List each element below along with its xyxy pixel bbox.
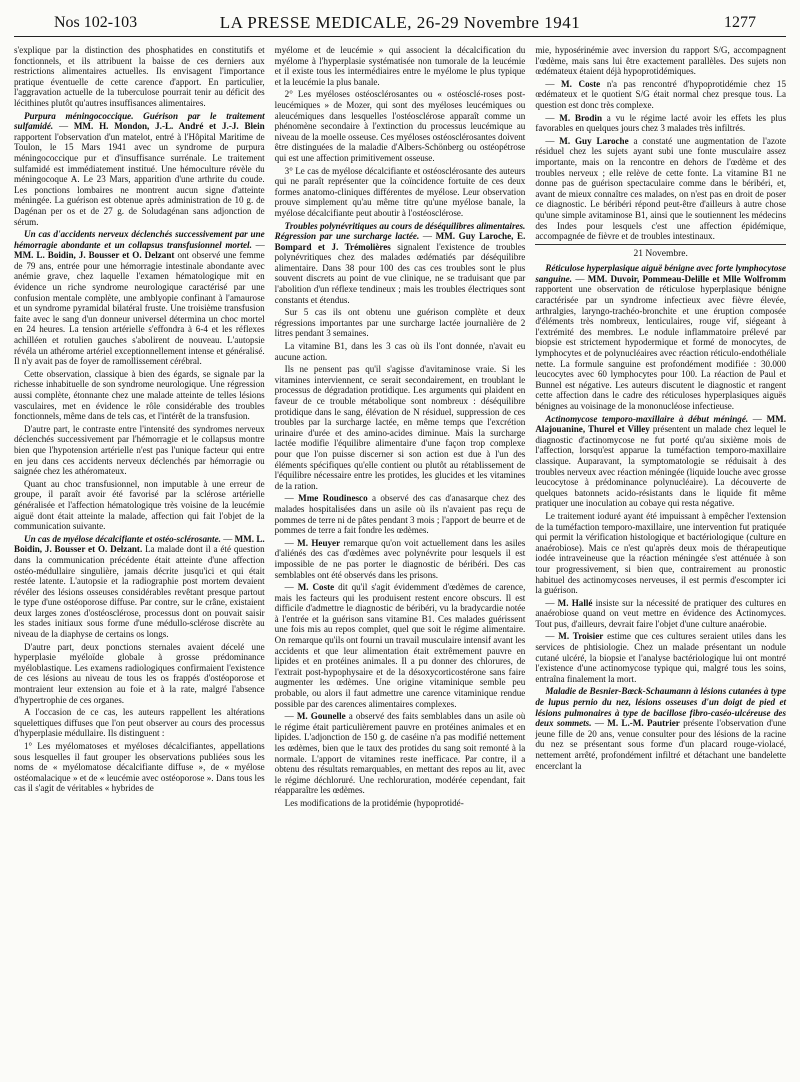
authors: MM. L. Boidin, J. Bousser et O. Delzant: [14, 250, 175, 261]
paragraph: mie, hyposérinémie avec inversion du rapport S/G, accompagnent l'œdème, mais sans lui être exactement parallèles. Des sujets non œdémateux étaient déjà hypoprotidémiques.: [535, 45, 787, 77]
section-accidents-nerveux: Un cas d'accidents nerveux déclenchés successivement par une hémorragie abondante et un collapsus transfusionnel mortel. — MM. L. Boidin, J. Bousser et O. Delzant ont observé une femme de 79 ans, entrée pour une hémorragie intestinale abondante avec anémie grave, chez laquelle l'examen hématologique mit en évidence un riche syndrome neurologique caractérisé par une confusion mentale complète, une amblyopie confinant à l'amaurose et un syndrome pyramidal bilatéral fruste. Une troisième transfusion faite avec le sang d'un donneur universel détermina un choc mortel en 24 heures. La tension artérielle s'effondra à 6-4 et les réflexes achilléen et rotulien gauches s'abolirent de nouveau. L'autopsie révéla un athérome artériel exceptionnellement intense et généralisé. Il n'y avait pas de foyer de ramollissement cérébral.: [14, 229, 265, 367]
section-text: présentent un malade chez lequel le diagnostic d'actinomycose ne fut porté qu'au sixième mois de l'affection, lorsqu'est apparue la tuméfaction temporo-maxillaire classique. Auparavant, la symptomatologie se réduisait à des troubles nerveux avec réaction méningée (liquide louche avec grosse leucocytose à prédominance polynucléaire). La découverte de quelques batonnets acido-résistants dans le liquide fit même pratiquer une inoculation au cobaye qui resta négative.: [535, 424, 787, 509]
authors: MM. Guy Laroche, E. Bompard et J. Trémolières: [274, 231, 526, 252]
paragraph: 2° Les myéloses ostéosclérosantes ou « ostéosclé-roses post-leucémiques » de Mozer, qui sont des myéloses leucémiques ou aleucémiques dans lesquelles l'ostéosclérose apparaît comme un phénomène secondaire à l'extinction du processus leucémique au niveau de la moelle osseuse. Ces myéloses ostéosclérosantes doivent être distinguées de la maladie d'Albers-Schönberg ou ostéopétrose qui est une affection primitivement osseuse.: [274, 89, 526, 163]
page-header: [14, 12, 786, 37]
section-heading: Purpura méningococcique. Guérison par le traitement sulfamidé.: [14, 110, 265, 132]
section-text: a observé des faits semblables dans un asile où le régime était particulièrement pauvre en protéines animales et en lipides. L'adjonction de 150 g. de caséine n'a pas modifié nettement les œdèmes, bien que le taux des protides du sang soit remonté à la normale. L'apport de vitamines reste inefficace. Par contre, il a obtenu des résultats remarquables, en mettant des repos au lit, avec le régime déchloruré. Une rechloruration, modérée cependant, fait réapparaître les œdèmes.: [274, 711, 526, 796]
discussion-halle: — M. Hallé insiste sur la nécessité de pratiquer des cultures en anaérobiose quand on veut mettre en évidence des Actinomyces. Tout pus, d'ailleurs, devrait faire l'objet d'une culture anaérobie.: [535, 597, 787, 629]
section-text: La malade dont il a été question dans la communication précédente était atteinte d'une affection ostéo-médullaire singulière, jamais décrite jusqu'ici et qui était restée latente. L'autopsie et la radiographie post mortem devaient révéler des lésions osseuses considérables revêtant presque partout le type d'une ostéoporose diffuse. Par contre, sur le crâne, existaient deux larges zones d'ostéosclérose, processus dont on pouvait saisir les stades initiaux sous forme d'une médullo-sclérose discrète au niveau de la diaphyse de certains os longs.: [14, 544, 265, 640]
paragraph: A l'occasion de ce cas, les auteurs rappellent les altérations squelettiques diffuses que l'on peut observer au cours des processus d'hyperplasie médullaire. Ils distinguent :: [14, 707, 265, 739]
section-myelose: Un cas de myélose décalcifiante et ostéo-sclérosante. — MM. L. Boidin, J. Bousser et O. Delzant. La malade dont il a été question dans la communication précédente était atteinte d'une affection ostéo-médullaire singulière, jamais décrite jusqu'ici et qui était restée latente. L'autopsie et la radiographie post mortem devaient révéler des lésions osseuses considérables revêtant presque partout le type d'une ostéoporose diffuse. Par contre, sur le crâne, existaient deux larges zones d'ostéosclérose, processus dont on pouvait saisir les stades initiaux sous forme d'une médullo-sclérose discrète au niveau de la diaphyse de certains os longs.: [14, 533, 265, 640]
authors: MM. L. Boidin, J. Bousser et O. Delzant.: [14, 533, 265, 555]
discussion-gounelle: — M. Gounelle a observé des faits semblables dans un asile où le régime était particulièrement pauvre en protéines animales et en lipides. L'adjonction de 150 g. de caséine n'a pas modifié nettement les œdèmes, bien que le taux des protides du sang soit remonté à la normale. L'apport de vitamines reste inefficace. Par contre, il a obtenu des résultats remarquables, en mettant des repos au lit, avec le régime déchloruré. Une rechloruration, modérée cependant, fait réapparaître les œdèmes.: [274, 711, 526, 796]
column-3: [535, 45, 786, 811]
section-text: ont observé une femme de 79 ans, entrée pour une hémorragie intestinale abondante avec anémie grave, chez laquelle l'examen hématologique mit en évidence un riche syndrome neurologique caractérisé par une confusion mentale complète, une amblyopie confinant à l'amaurose et un syndrome pyramidal bilatéral fruste. Une troisième transfusion faite avec le sang d'un donneur universel détermina un choc mortel en 24 heures. La tension artérielle s'effondra à 6-4 et les réflexes achilléen et rotulien gauches s'abolirent de nouveau. L'autopsie révéla un athérome artériel exceptionnellement intense et généralisé. Il n'y avait pas de foyer de ramollissement cérébral.: [14, 250, 265, 367]
issue-number: Nos 102-103: [54, 14, 138, 31]
paragraph: D'autre part, deux ponctions sternales avaient décelé une hyperplasie myéloïde globale à grosse prédominance myéloblastique. Les examens radiologiques confirmaient l'existence de ces lésions au niveau de tous les os frappés d'ostéoporose et montraient leur extension au foie et à la rate, malgré l'absence d'hypertrophie de ces organes.: [14, 641, 265, 705]
authors: M. Brodin: [559, 112, 602, 123]
section-text: insiste sur la nécessité de pratiquer des cultures en anaérobiose quand on veut mettre en évidence des Actinomyces. Tout pus, d'ailleurs, devrait faire l'objet d'une culture anaérobie.: [535, 597, 787, 629]
authors: M. Guy Laroche: [559, 135, 629, 146]
discussion-coste: — M. Coste dit qu'il s'agit évidemment d'œdèmes de carence, mais les facteurs qui les produisent restent encore obscurs. Il est difficile d'admettre le diagnostic de béribéri, vu la bradycardie notée à l'entrée et la guérison sans vitamine B1. Ces malades guérissent une fois mis au repos complet, quel que soit le régime alimentaire. On remarque qu'ils ont fourni un travail musculaire intensif avant les accidents et que leur alimentation était extrêmement pauvre en lipides et en protéines animales. Il a pu donner des chlorures, de l'extrait post-hypophysaire et de la désoxycorticostérone sans faire augmenter les œdèmes. Une origine vitaminique semble peu probable, ou alors il faut admettre une carence vitaminique rendue possible par des carences alimentaires complexes.: [274, 582, 526, 709]
section-text: dit qu'il s'agit évidemment d'œdèmes de carence, mais les facteurs qui les produisent restent encore obscurs. Il est difficile d'admettre le diagnostic de béribéri, vu la bradycardie notée à l'entrée et la guérison sans vitamine B1. Ces malades guérissent une fois mis au repos complet, quel que soit le régime alimentaire. On remarque qu'ils ont fourni un travail musculaire intensif avant les accidents et que leur alimentation était extrêmement pauvre en lipides et en protéines animales. Il a pu donner des chlorures, de l'extrait post-hypophysaire et de la désoxycorticostérone sans faire augmenter les œdèmes. Une origine vitaminique semble peu probable, ou alors il faut admettre une carence vitaminique rendue possible par des carences alimentaires complexes.: [274, 582, 526, 709]
text-columns: [14, 37, 786, 811]
discussion-heuyer: — M. Heuyer remarque qu'on voit actuellement dans les asiles d'aliénés des cas d'œdèmes avec polynévrite pour lesquels il est impossible de ne pas porter le diagnostic de béribéri. Des cas semblables ont été observés dans les prisons.: [274, 537, 526, 580]
section-heading: Un cas de myélose décalcifiante et ostéo-sclérosante.: [24, 533, 221, 544]
section-text: signalent l'existence de troubles polynévritiques chez des malades œdématiés par déséquilibre alimentaire. Dans 38 pour 100 des cas ces troubles sont le plus souvent discrets au point de vue clinique, ne se traduisant que par l'abolition d'un réflexe tendineux ; mais les troubles électriques sont constants et étendus.: [274, 241, 526, 305]
authors: M. Hallé: [557, 597, 593, 608]
authors: M. Gounelle: [296, 711, 346, 722]
authors: M. Coste: [297, 582, 335, 593]
discussion-coste: — M. Coste n'a pas rencontré d'hypoprotidémie chez 15 œdémateux et le quotient S/G était normal chez presque tous. La question est donc très complexe.: [535, 78, 787, 110]
paragraph: D'autre part, le contraste entre l'intensité des syndromes nerveux déclenchés successivement par l'hémorragie et le collapsus montre bien que l'hypotension artérielle n'est pas l'unique facteur qui entre en jeu dans ces accidents nerveux déclenchés par hémorragie ou saignée chez les athéromateux.: [14, 423, 265, 477]
section-heading: Actinomycose temporo-maxillaire à début méningé.: [545, 413, 749, 424]
discussion-roudinesco: — Mme Roudinesco a observé des cas d'anasarque chez des malades hospitalisées dans un asile où ils n'avaient pas reçu de pommes de terre ni de pâtes pendant 3 mois ; l'apport de beurre et de pommes de terre a fait fondre les œdèmes.: [274, 493, 526, 536]
paragraph: s'explique par la distinction des phosphatides en constitutifs et fonctionnels, et ils attribuent la baisse de ces derniers aux restrictions alimentaires actuelles. Ils envisagent l'importance pratique éventuelle de cette carence d'apport. En particulier, l'aggravation actuelle de la tuberculose pourrait tenir au déficit des lécithines plutôt qu'autres insuffisances alimentaires.: [14, 45, 265, 108]
authors: M. Coste: [561, 78, 601, 89]
paragraph: Le traitement ioduré ayant été impuissant à empêcher l'extension de la tuméfaction temporo-maxillaire, une intervention fut pratiquée qui permit la vérification histologique et bactériologique (culture en anaérobiose). Mais ce n'est qu'après deux mois de thérapeutique iodée intraveineuse que la réaction méningée s'est atténuée à son tour progressivement, si bien que, contrairement au pronostic habituel des actinomycoses nerveuses, il est permis d'escompter ici la guérison.: [535, 510, 787, 596]
column-1: [14, 45, 265, 811]
paragraph: 3° Le cas de myélose décalcifiante et ostéosclérosante des auteurs qui ne paraît représenter que la coïncidence fortuite de ces deux formes anatomo-cliniques différentes de myélose. Leur observation prouve simplement qu'au même titre qu'une myélose banale, la myélose décalcifiante peut aboutir à l'ostéosclérose.: [274, 165, 526, 218]
section-text: estime que ces cultures seraient utiles dans les services de phtisiologie. Chez un malade présentant un nodule cutané ulcéré, la biopsie et l'analyse bactériologique lui ont montré l'existence d'une actinomycose typique qui, malgré tous les soins, entraîna finalement la mort.: [535, 631, 787, 684]
paragraph: Cette observation, classique à bien des égards, se signale par la richesse inhabituelle de son syndrome neurologique. Une régression aussi complète, étonnante chez une malade atteinte de telles lésions vasculaires, met en évidence le rôle considérable des troubles fonctionnels, même dans de tels cas, et l'intérêt de la transfusion.: [14, 368, 265, 422]
journal-title: LA PRESSE MEDICALE, 26-29 Novembre 1941: [219, 13, 581, 32]
paragraph: Les modifications de la protidémie (hypoprotidé-: [284, 797, 464, 808]
divider: [535, 244, 786, 245]
paragraph: Quant au choc transfusionnel, non imputable à une erreur de groupe, il paraît avoir été favorisé par la sclérose artérielle généralisée et l'affection hématologique très voisine de la leucémie aiguë dont était atteinte la malade, affection qui fait l'objet de la communication suivante.: [14, 478, 265, 532]
section-text: a constaté une augmentation de l'azote résiduel chez les sujets ayant subi une fonte musculaire assez importante, mais on la rencontre en dehors de l'œdème et des troubles nerveux ; elle relève de cette fonte. La vitamine B1 ne donne pas de guérison spectaculaire comme dans le béribéri, et, avant de mieux connaître ces malades, on n'est pas en droit de poser ce diagnostic. Le béribéri répond peut-être d'ailleurs à autre chose qu'une simple avitaminose B1, ainsi que le soutiennent les médecins des Indes pour lesquels c'est une affection épidémique, accompagnée de fièvre et de troubles intestinaux.: [535, 135, 787, 242]
authors: M. Heuyer: [297, 537, 341, 548]
section-text: présente l'observation d'une jeune fille de 20 ans, venue consulter pour des lésions de la racine du nez se présentant sous forme d'un placard rouge-violacé, nettement arrêté, profondément infiltré et détachant une bandelette encerclant la: [535, 718, 787, 771]
discussion-brodin: — M. Brodin a vu le régime lacté avoir les effets les plus favorables en quelques jours chez 3 malades très infiltrés.: [535, 112, 787, 134]
discussion-laroche: — M. Guy Laroche a constaté une augmentation de l'azote résiduel chez les sujets ayant subi une fonte musculaire assez importante, mais on la rencontre en dehors de l'œdème et des troubles nerveux ; elle relève de cette fonte. La vitamine B1 ne donne pas de guérison spectaculaire comme dans le béribéri, et, avant de mieux connaître ces malades, on n'est pas en droit de poser ce diagnostic. Le béribéri répond peut-être d'ailleurs à autre chose qu'une simple avitaminose B1, ainsi que le soutiennent les médecins des Indes pour lesquels c'est une affection épidémique, accompagnée de fièvre et de troubles intestinaux.: [535, 135, 787, 242]
section-actinomycose: Actinomycose temporo-maxillaire à début méningé. — MM. Alajouanine, Thurel et Villey présentent un malade chez lequel le diagnostic d'actinomycose ne fut porté qu'au sixième mois de l'affection, lorsqu'est apparue la tuméfaction temporo-maxillaire classique. Auparavant, la symptomatologie se réduisait à des troubles nerveux avec réaction méningée (liquide louche avec grosse leucocytose à prédominance polynucléaire). La découverte de quelques batonnets acido-résistants dans le liquide fit même pratiquer une inoculation au cobaye qui resta négative.: [535, 413, 787, 509]
paragraph: Sur 5 cas ils ont obtenu une guérison complète et deux régressions importantes par une surcharge lactée journalière de 2 litres pendant 3 semaines.: [274, 307, 526, 339]
section-heading: Troubles polynévritiques au cours de déséquilibres alimentaires. Régression par une surcharge lactée.: [274, 220, 526, 242]
authors: M. Troisier: [558, 631, 604, 642]
section-besnier-boeck: Maladie de Besnier-Bœck-Schaumann à lésions cutanées à type de lupus pernio du nez, lésions osseuses d'un doigt de pied et lésions pulmonaires à type de bacillose fibro-caséo-ulcéreuse des deux sommets. — M. L.-M. Pautrier présente l'observation d'une jeune fille de 20 ans, venue consulter pour des lésions de la racine du nez se présentant sous forme d'un placard rouge-violacé, nettement arrêté, profondément infiltré et détachant une bandelette encerclant la: [535, 686, 787, 771]
section-text: a vu le régime lacté avoir les effets les plus favorables en quelques jours chez 3 malades très infiltrés.: [535, 112, 787, 134]
section-text: remarque qu'on voit actuellement dans les asiles d'aliénés des cas d'œdèmes avec polynévrite pour lesquels il est impossible de ne pas porter le diagnostic de béribéri. Des cas semblables ont été observés dans les prisons.: [274, 537, 526, 580]
authors: MM. H. Mondon, J.-L. André et J.-J. Blein: [73, 121, 265, 132]
paragraph: La vitamine B1, dans les 3 cas où ils l'ont donnée, n'avait eu aucune action.: [274, 341, 526, 362]
section-reticulose: Réticulose hyperplasique aiguë bénigne avec forte lymphocytose sanguine. — MM. Duvoir, Pommeau-Delille et Mlle Wolfromm rapportent une observation de réticulose hyperplasique bénigne caractérisée par un syndrome infectieux avec fièvre élevée, arthralgies, laryngo-trachéo-bronchite et une éruption composée d'éléments très nombreux, lenticulaires, rouge vif, siégeant à l'extrémité des membres. Le nodule inflammatoire prélevé par biopsie est strictement hypodermique et formé de monocytes, de lymphocytes et de polynucléaires avec réaction réticulo-endothéliale nette. La formule sanguine est profondément modifiée : 30.000 leucocytes avec 60 lymphocytes pour 100. La réaction de Paul et Bunnel est négative. Les auteurs discutent le diagnostic et rangent cette affection dans le cadre des réticuloses hyperplasiques aiguës bénignes au voisinage de la mononucléose infectieuse.: [535, 263, 787, 411]
paragraph: 1° Les myélomatoses et myéloses décalcifiantes, appellations sous lesquelles il faut grouper les observations publiées sous les noms de « myélomatose décalcifiante diffuse », de « myélose ostéomalacique » et de « leucémie avec ostéoporose ». Dans tous les cas il s'agit de véritables « hybrides de: [14, 741, 265, 794]
paragraph: myélome et de leucémie » qui associent la décalcification du myélome à l'hyperplasie systématisée non tumorale de la leucémie et il existe tous les intermédiaires entre le myélome le plus typique et la leucémie la plus banale.: [274, 45, 526, 87]
section-purpura: Purpura méningococcique. Guérison par le traitement sulfamidé. — MM. H. Mondon, J.-L. André et J.-J. Blein rapportent l'observation d'un matelot, entré à l'Hôpital Maritime de Toulon, le 15 Mars 1941 avec un syndrome de purpura méningococcique pur et d'insuffisance surrénale. Le traitement sulfamidé est immédiatement institué. Une hémoculture révèle du méningocoque A. Le 23 Mars, apparition d'une arthrite du coude. Les ponctions lombaires ne montrent aucun signe d'atteinte méningée. La guérison est obtenue après administration de 10 g. de Dagénan per os et de 27 g. de Soludagénan sans adjonction de sérum.: [14, 110, 265, 227]
section-text: n'a pas rencontré d'hypoprotidémie chez 15 œdémateux et le quotient S/G était normal chez presque tous. La question est donc très complexe.: [535, 78, 787, 110]
section-heading: Un cas d'accidents nerveux déclenchés successivement par une hémorragie abondante et un collapsus transfusionnel mortel.: [14, 229, 265, 250]
section-troubles-polynevritiques: Troubles polynévritiques au cours de déséquilibres alimentaires. Régression par une surcharge lactée. — MM. Guy Laroche, E. Bompard et J. Trémolières signalent l'existence de troubles polynévritiques chez des malades œdématiés par déséquilibre alimentaire. Dans 38 pour 100 des cas ces troubles sont le plus souvent discrets au point de vue clinique, ne se traduisant que par l'abolition d'un réflexe tendineux ; mais les troubles électriques sont constants et étendus.: [274, 220, 526, 305]
paragraph: Ils ne pensent pas qu'il s'agisse d'avitaminose vraie. Si les vitamines interviennent, ce serait secondairement, en troublant le processus de dégradation protidique. Les arguments qui plaident en faveur de ce trouble métabolique sont nombreux : déséquilibre protidique dans le sang, élévation de N résiduel, suppression de ces troubles par la surcharge lactée, en même temps que l'excrétion urinaire d'urée et des amino-acides diminue. Mais la surcharge lactée modifie l'équilibre alimentaire d'une façon trop complexe pour que l'on puisse discerner si son action est due à l'un des éléments spécifiques qu'elle contient ou plutôt au rétablissement de l'équilibre nécessaire entre les protides, les glucides et les vitamines de la ration.: [274, 364, 526, 491]
authors: Mme Roudinesco: [298, 493, 368, 504]
section-heading: Réticulose hyperplasique aiguë bénigne avec forte lymphocytose sanguine.: [535, 263, 787, 284]
authors: MM. Duvoir, Pommeau-Delille et Mlle Wolfromm: [587, 273, 787, 284]
authors: MM. Alajouanine, Thurel et Villey: [535, 413, 787, 435]
session-date: 21 Novembre.: [633, 248, 688, 259]
section-text: a observé des cas d'anasarque chez des malades hospitalisées dans un asile où ils n'avaient pas reçu de pommes de terre ni de pâtes pendant 3 mois ; l'apport de beurre et de pommes de terre a fait fondre les œdèmes.: [274, 493, 526, 536]
section-text: rapportent une observation de réticulose hyperplasique bénigne caractérisée par un syndrome infectieux avec fièvre élevée, arthralgies, laryngo-trachéo-bronchite et une éruption composée d'éléments très nombreux, lenticulaires, rouge vif, siégeant à l'extrémité des membres. Le nodule inflammatoire prélevé par biopsie est strictement hypodermique et formé de monocytes, de lymphocytes et de polynucléaires avec réaction réticulo-endothéliale nette. La formule sanguine est profondément modifiée : 30.000 leucocytes avec 60 lymphocytes pour 100. La réaction de Paul et Bunnel est négative. Les auteurs discutent le diagnostic et rangent cette affection dans le cadre des réticuloses hyperplasiques aiguës bénignes au voisinage de la mononucléose infectieuse.: [535, 284, 787, 411]
section-text: rapportent l'observation d'un matelot, entré à l'Hôpital Maritime de Toulon, le 15 Mars 1941 avec un syndrome de purpura méningococcique pur et d'insuffisance surrénale. Le traitement sulfamidé est immédiatement institué. Une hémoculture révèle du méningocoque A. Le 23 Mars, apparition d'une arthrite du coude. Les ponctions lombaires ne montrent aucun signe d'atteinte méningée. La guérison est obtenue après administration de 10 g. de Dagénan per os et de 27 g. de Soludagénan sans adjonction de sérum.: [14, 131, 265, 227]
section-heading: Maladie de Besnier-Bœck-Schaumann à lésions cutanées à type de lupus pernio du nez, lésions osseuses d'un doigt de pied et lésions pulmonaires à type de bacillose fibro-caséo-ulcéreuse des deux sommets.: [535, 686, 787, 729]
page-number: 1277: [724, 14, 756, 31]
discussion-troisier: — M. Troisier estime que ces cultures seraient utiles dans les services de phtisiologie. Chez un malade présentant un nodule cutané ulcéré, la biopsie et l'analyse bactériologique lui ont montré l'existence d'une actinomycose typique qui, malgré tous les soins, entraîna finalement la mort.: [535, 631, 787, 684]
column-2: [275, 45, 526, 811]
authors: M. L.-M. Pautrier: [607, 718, 680, 729]
